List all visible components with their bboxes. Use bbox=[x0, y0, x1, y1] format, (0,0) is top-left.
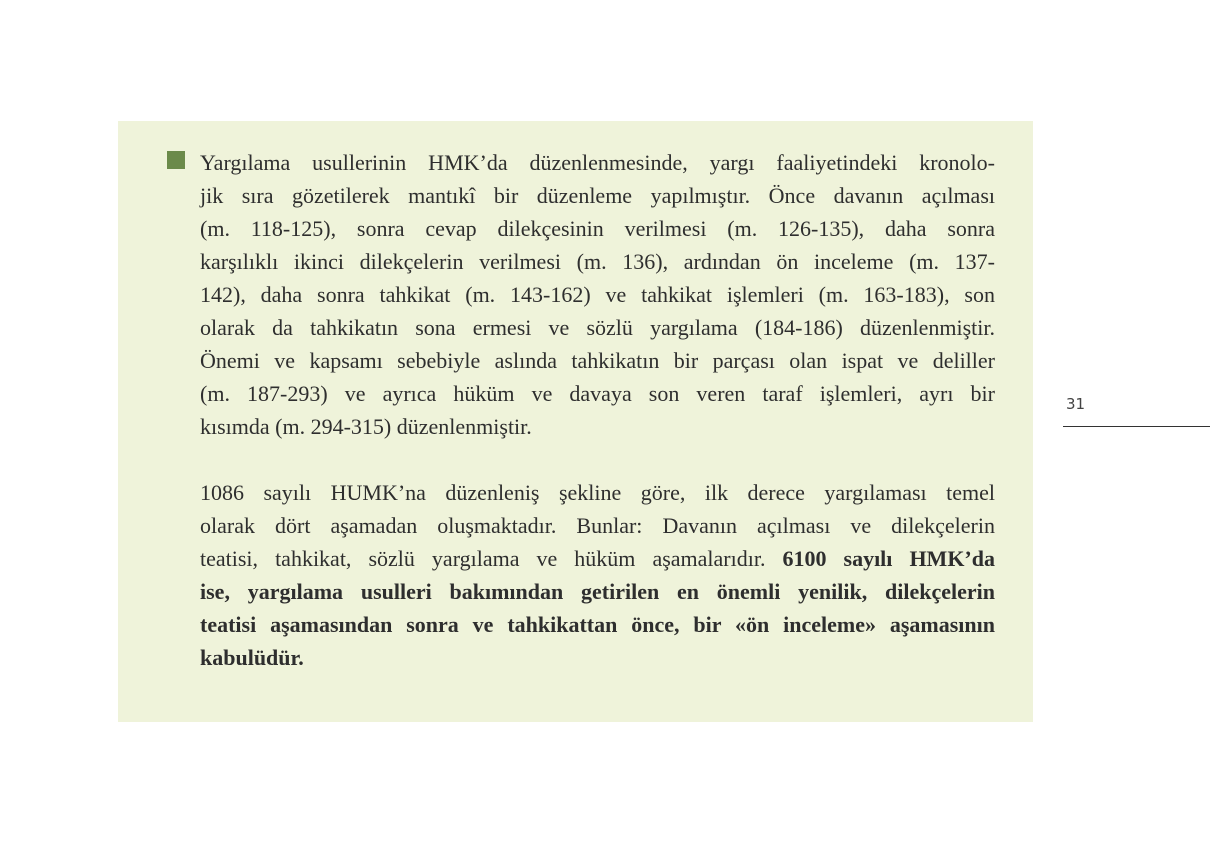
text-line: (m. 118-125), sonra cevap dilekçesinin verilmesi (m. 126-135), daha sonra bbox=[200, 216, 995, 241]
text-line: karşılıklı ikinci dilekçelerin verilmesi (m. 136), ardından ön inceleme (m. 137- bbox=[200, 249, 995, 274]
paragraph-1 bbox=[200, 146, 995, 443]
text-line bbox=[200, 542, 995, 575]
paragraph-2 bbox=[200, 476, 995, 674]
text-normal: teatisi, tahkikat, sözlü yargılama ve hüküm aşamalarıdır. bbox=[200, 546, 783, 571]
square-bullet-icon bbox=[167, 151, 185, 169]
text-line-bold: ise, yargılama usulleri bakımından getirilen en önemli yenilik, dilekçelerin bbox=[200, 579, 995, 604]
text-line: Önemi ve kapsamı sebebiyle aslında tahkikatın bir parçası olan ispat ve deliller bbox=[200, 348, 995, 373]
text-line: Yargılama usullerinin HMK’da düzenlenmesinde, yargı faaliyetindeki kronolo- bbox=[200, 150, 995, 175]
text-line: 1086 sayılı HUMK’na düzenleniş şekline göre, ilk derece yargılaması temel bbox=[200, 480, 995, 505]
text-line: olarak da tahkikatın sona ermesi ve sözlü yargılama (184-186) düzenlenmiştir. bbox=[200, 315, 995, 340]
page-number: 31 bbox=[1066, 395, 1086, 413]
text-line-bold: kabulüdür. bbox=[200, 645, 304, 670]
text-line: (m. 187-293) ve ayrıca hüküm ve davaya son veren taraf işlemleri, ayrı bir bbox=[200, 381, 995, 406]
text-line: kısımda (m. 294-315) düzenlenmiştir. bbox=[200, 414, 532, 439]
text-line-bold: teatisi aşamasından sonra ve tahkikattan önce, bir «ön inceleme» aşamasının bbox=[200, 612, 995, 637]
text-line: olarak dört aşamadan oluşmaktadır. Bunlar: Davanın açılması ve dilekçelerin bbox=[200, 513, 995, 538]
text-line: 142), daha sonra tahkikat (m. 143-162) ve tahkikat işlemleri (m. 163-183), son bbox=[200, 282, 995, 307]
text-line: jik sıra gözetilerek mantıkî bir düzenleme yapılmıştır. Önce davanın açılması bbox=[200, 183, 995, 208]
text-bold: 6100 sayılı HMK’da bbox=[782, 546, 995, 571]
page-number-rule bbox=[1063, 426, 1210, 427]
